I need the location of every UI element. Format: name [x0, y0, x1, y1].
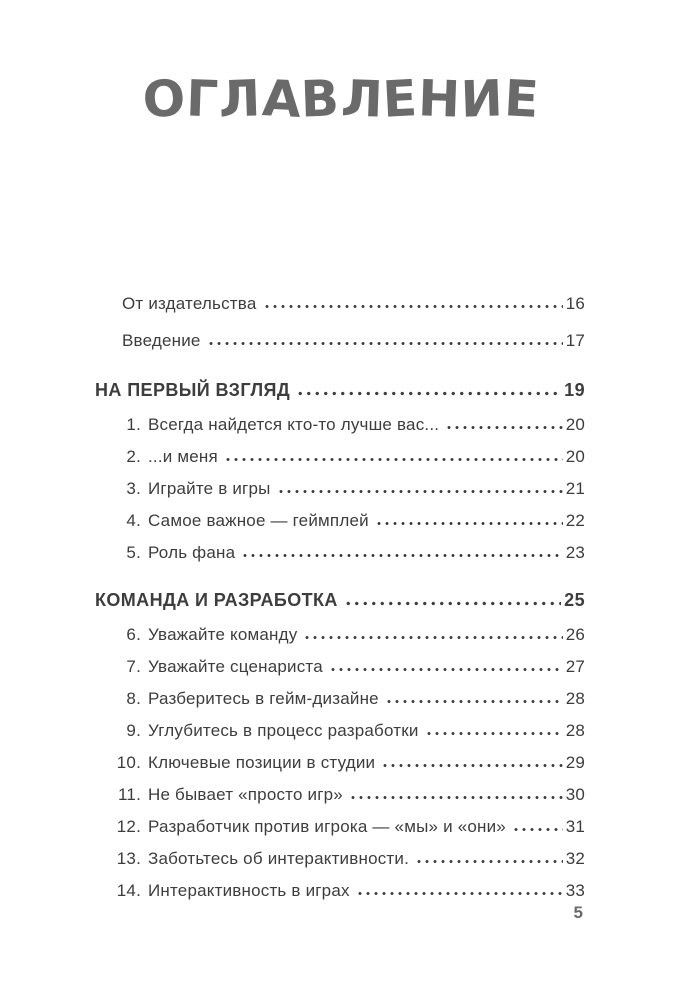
- toc-item-page: 30: [565, 785, 585, 804]
- toc-item: [95, 842, 585, 874]
- toc-section-page: 25: [564, 590, 585, 610]
- folio-page-number: 5: [573, 903, 583, 922]
- toc-item-number: 10.: [116, 753, 141, 772]
- toc-item-label: Самое важное — геймплей: [148, 511, 369, 530]
- toc-item-number: 9.: [126, 721, 141, 740]
- toc-entry-label: От издательства: [122, 294, 257, 313]
- toc-item-page: 26: [565, 625, 585, 644]
- title-letter: О: [141, 68, 188, 130]
- toc-item-page: 20: [565, 447, 585, 466]
- dot-leader: [349, 795, 563, 800]
- toc-item-label: Заботьтесь об интерактивности.: [148, 849, 410, 868]
- toc-item: [95, 536, 585, 568]
- toc-item: [95, 874, 585, 906]
- dot-leader: [356, 891, 563, 896]
- toc-item-page: 20: [565, 415, 585, 434]
- toc-entry-page: 17: [565, 331, 585, 350]
- dot-leader: [263, 304, 563, 309]
- toc-item-label: Всегда найдется кто-то лучше вас...: [148, 415, 440, 434]
- toc-item: [95, 682, 585, 714]
- toc-item-label: Разработчик против игрока — «мы» и «они»: [148, 817, 506, 836]
- dot-leader: [296, 391, 561, 396]
- toc-item-number: 1.: [126, 415, 141, 434]
- toc-item-number: 13.: [116, 849, 141, 868]
- toc-item-page: 32: [565, 849, 585, 868]
- dot-leader: [425, 731, 563, 736]
- dot-leader: [512, 827, 563, 832]
- dot-leader: [375, 521, 563, 526]
- toc-item-page: 33: [565, 881, 585, 900]
- dot-leader: [415, 859, 563, 864]
- toc-entry: [95, 284, 585, 321]
- toc-item-label: Интерактивность в играх: [148, 881, 350, 900]
- toc-item-number: 5.: [126, 543, 141, 562]
- toc-item-page: 27: [565, 657, 585, 676]
- title-letter: Г: [185, 69, 221, 129]
- dot-leader: [329, 667, 563, 672]
- title-letter: В: [300, 69, 342, 129]
- toc-item: [95, 650, 585, 682]
- toc-item-number: 3.: [126, 479, 141, 498]
- toc-entry-label: Введение: [122, 331, 201, 350]
- toc-section-title: НА ПЕРВЫЙ ВЗГЛЯД: [95, 380, 291, 400]
- dot-leader: [303, 635, 562, 640]
- dot-leader: [224, 457, 563, 462]
- toc-section-page: 19: [564, 380, 585, 400]
- toc-item-label: Роль фана: [148, 543, 236, 562]
- title-letter: А: [260, 69, 304, 130]
- dot-leader: [277, 489, 563, 494]
- toc-item-page: 28: [565, 721, 585, 740]
- table-of-contents: [95, 284, 585, 906]
- dot-leader: [385, 699, 563, 704]
- title-letter: Е: [502, 69, 541, 129]
- toc-section-header: [95, 370, 585, 408]
- toc-item: [95, 472, 585, 504]
- toc-item-label: Углубитесь в процесс разработки: [148, 721, 419, 740]
- toc-item: [95, 810, 585, 842]
- toc-item-number: 4.: [126, 511, 141, 530]
- toc-item-page: 23: [565, 543, 585, 562]
- toc-item-label: Уважайте сценариста: [148, 657, 323, 676]
- title-letter: Е: [381, 69, 420, 129]
- toc-item-page: 29: [565, 753, 585, 772]
- title-letter: Л: [218, 69, 263, 129]
- toc-item-number: 2.: [126, 447, 141, 466]
- toc-item-label: Ключевые позиции в студии: [148, 753, 376, 772]
- title-letter: Н: [417, 69, 463, 129]
- title-letter: Л: [339, 69, 385, 129]
- toc-item-number: 8.: [126, 689, 141, 708]
- dot-leader: [207, 341, 563, 346]
- toc-item: [95, 778, 585, 810]
- title-letter: И: [459, 69, 505, 129]
- dot-leader: [344, 601, 561, 606]
- toc-item: [95, 746, 585, 778]
- toc-item-label: ...и меня: [148, 447, 218, 466]
- dot-leader: [381, 763, 562, 768]
- toc-item-label: Разберитесь в гейм-дизайне: [148, 689, 379, 708]
- toc-item-page: 28: [565, 689, 585, 708]
- page-title: [0, 70, 682, 128]
- toc-item-number: 7.: [126, 657, 141, 676]
- toc-item-number: 14.: [116, 881, 141, 900]
- toc-item: [95, 408, 585, 440]
- toc-item-page: 22: [565, 511, 585, 530]
- toc-item: [95, 440, 585, 472]
- toc-item: [95, 714, 585, 746]
- toc-entry: [95, 321, 585, 358]
- toc-item-label: Уважайте команду: [148, 625, 298, 644]
- dot-leader: [445, 425, 563, 430]
- toc-item-page: 31: [565, 817, 585, 836]
- toc-section-header: [95, 580, 585, 618]
- toc-entry-page: 16: [565, 294, 585, 313]
- toc-item-number: 6.: [126, 625, 141, 644]
- toc-item-number: 11.: [118, 785, 141, 804]
- toc-section-title: КОМАНДА И РАЗРАБОТКА: [95, 590, 338, 610]
- toc-item: [95, 618, 585, 650]
- toc-item-number: 12.: [116, 817, 141, 836]
- toc-item: [95, 504, 585, 536]
- toc-item-page: 21: [565, 479, 585, 498]
- dot-leader: [241, 553, 562, 558]
- toc-item-label: Играйте в игры: [148, 479, 271, 498]
- toc-item-label: Не бывает «просто игр»: [148, 785, 343, 804]
